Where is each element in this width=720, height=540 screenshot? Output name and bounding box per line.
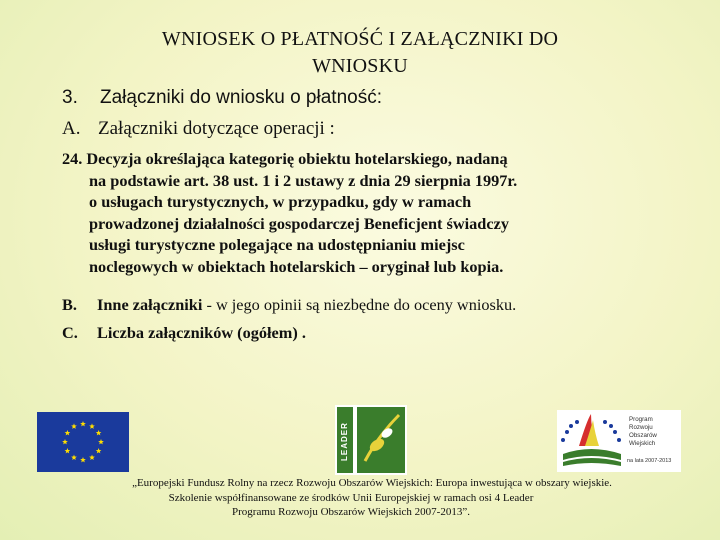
section-3 [62,86,382,110]
section-heading: Liczba załączników (ogółem) . [97,323,306,342]
section-letter: C. [62,323,78,342]
item-line: 24. Decyzja określająca kategorię obiektu hotelarskiego, nadaną [62,149,508,168]
prow-logo [557,410,681,472]
section-letter: A. [62,118,81,139]
title-line: WNIOSEK O PŁATNOŚĆ I ZAŁĄCZNIKI DO [161,28,559,50]
section-description: - w jego opinii są niezbędne do oceny wniosku. [202,295,517,314]
page-title [95,26,625,80]
leader-text: LEADER [340,422,349,461]
leader-logo [335,405,407,480]
footer-line: Programu Rozwoju Obszarów Wiejskich 2007-2013”. [232,506,470,518]
item-line: usługi turystyczne polegające na udostępnianiu miejsc [89,235,465,255]
item-line: prowadzonej działalności gospodarczej Beneficjent świadczy [89,213,509,233]
section-b [62,294,516,316]
item-line: noclegowych w obiektach hotelarskich – oryginał lub kopia. [89,256,504,276]
section-heading: Załączniki dotyczące operacji : [98,118,335,139]
prow-text: Program Rozwoju Obszarów Wiejskich [629,416,657,447]
prow-years: na lata 2007-2013 [627,458,672,464]
section-heading: Inne załączniki [97,295,203,314]
footer-line: „Europejski Fundusz Rolny na rzecz Rozwoju Obszarów Wiejskich: Europa inwestująca w obszary wiejskie. [132,477,612,489]
section-a [62,117,335,141]
attachment-item-24 [62,148,642,278]
item-line: o usługach turystycznych, w przypadku, gdy w ramach [89,192,472,212]
eu-flag-logo [37,412,129,477]
item-line: na podstawie art. 38 ust. 1 i 2 ustawy z dnia 29 sierpnia 1997r. [89,170,518,190]
footer-line: Szkolenie współfinansowane ze środków Unii Europejskiej w ramach osi 4 Leader [168,491,534,504]
footer-text [0,476,700,520]
section-heading: Załączniki do wniosku o płatność: [100,87,382,108]
title-line: WNIOSKU [312,55,408,77]
section-number: 3. [62,87,78,108]
section-letter: B. [62,295,77,314]
section-c [62,322,306,344]
